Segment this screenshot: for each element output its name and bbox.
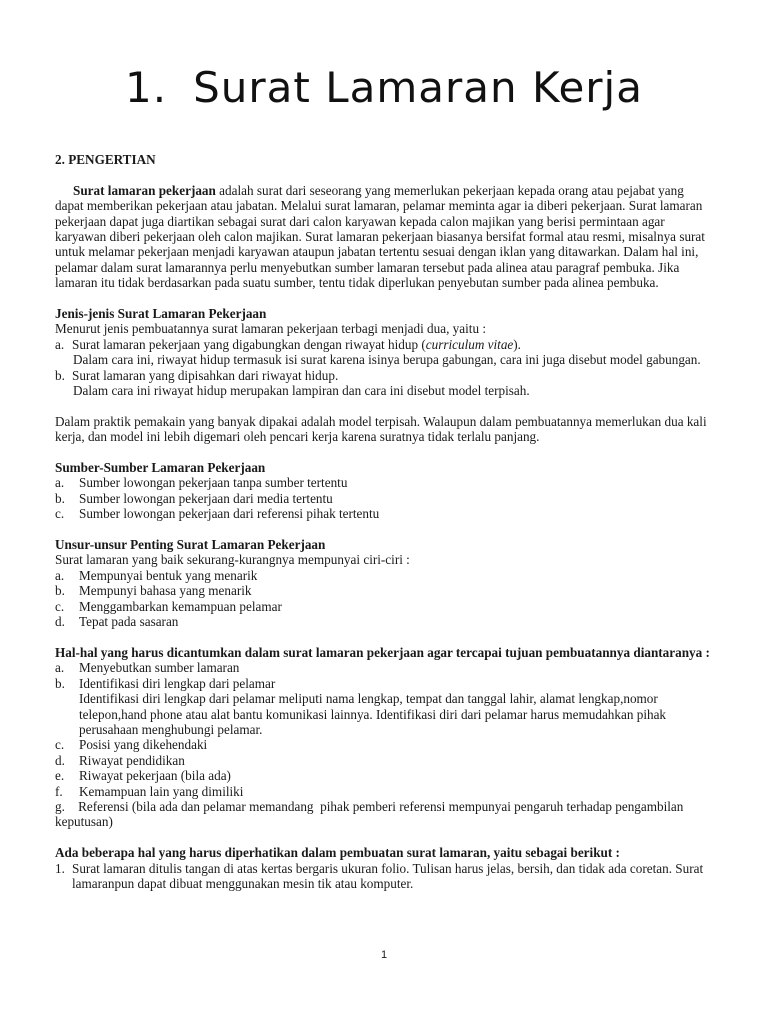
list-text: Sumber lowongan pekerjaan dari referensi pihak tertentu [79,506,380,522]
list-item [55,676,713,691]
sumber-heading: Sumber-Sumber Lamaran Pekerjaan [55,460,266,476]
jenis-a-description: Dalam cara ini, riwayat hidup termasuk isi surat karena isinya berupa gabungan, cara ini juga disebut model gabungan. [73,352,701,368]
list-item [55,660,713,675]
list-text: Surat lamaran pekerjaan yang digabungkan dengan riwayat hidup ( [72,336,426,352]
list-marker: b. [55,490,65,506]
list-item: a. Surat lamaran pekerjaan yang digabungkan dengan riwayat hidup (curriculum vitae). [55,336,521,352]
list-item [55,737,713,752]
jenis-intro: Menurut jenis pembuatannya surat lamaran pekerjaan terbagi menjadi dua, yaitu : [55,321,487,337]
list-marker: c. [55,598,65,614]
list-item [55,491,713,506]
page-number: 1 [380,949,388,961]
halhal-g-item: g. Referensi (bila ada dan pelamar memandang pihak pemberi referensi mempunyai pengaruh terhadap pengambilan keputusan) [55,798,687,830]
list-marker: c. [55,506,65,522]
jenis-heading: Jenis-jenis Surat Lamaran Pekerjaan [55,306,267,322]
jenis-b-description: Dalam cara ini riwayat hidup merupakan lampiran dan cara ini disebut model terpisah. [73,383,530,399]
list-marker: a. [55,475,65,491]
list-text: Riwayat pekerjaan (bila ada) [79,768,231,784]
title-text: Surat Lamaran Kerja [193,63,643,112]
list-item [55,784,713,799]
list-item [55,368,713,383]
intro-text: adalah surat dari seseorang yang memerlukan pekerjaan kepada orang atau pejabat yang dapat memberikan pekerjaan atau jabatan. Melalui surat lamaran, pelamar meminta agar ia diberi pekerjaan. Surat lamaran pekerjaan dapat juga diartikan sebagai surat dari calon karyawan kepada calon majikan yang berisi permintaan agar karyawan diberi pekerjaan oleh calon majikan. Surat lamaran pekerjaan biasanya bersifat formal atau resmi, misalnya surat untuk melamar pekerjaan menjadi karyawan ataupun jabatan tertentu sesuai dengan iklan yang ditawarkan. Dalam hal ini, pelamar dalam surat lamarannya perlu menyebutkan sumber lamaran tersebut pada alinea atau paragraf pembuka. Jika lamaran itu tidak berdasarkan pada suatu sumber, tentu tidak diperlukan penyebutan sumber pada alinea pembuka. [55,182,705,291]
list-marker: a. [55,567,65,583]
list-marker: a. [55,336,65,352]
list-text: Kemampuan lain yang dimiliki [79,783,244,799]
halhal-heading: Hal-hal yang harus dicantumkan dalam surat lamaran pekerjaan agar tercapai tujuan pembuatannya diantaranya : [55,644,710,660]
list-text: Tepat pada sasaran [79,614,179,630]
list-text: Riwayat pendidikan [79,752,185,768]
list-marker: d. [55,752,65,768]
list-text: Surat lamaran yang dipisahkan dari riwayat hidup. [72,367,339,383]
list-marker: e. [55,768,65,784]
list-text: Mempunyi bahasa yang menarik [79,583,252,599]
list-marker: b. [55,675,65,691]
list-text: Identifikasi diri lengkap dari pelamar [79,675,276,691]
intro-paragraph [55,183,713,291]
list-marker: b. [55,367,65,383]
list-item [55,768,713,783]
intro-lead: Surat lamaran pekerjaan [73,182,216,198]
list-marker: d. [55,614,65,630]
halhal-b-description: Identifikasi diri lengkap dari pelamar meliputi nama lengkap, tempat dan tanggal lahir, alamat lengkap,nomor telepon,hand phone atau alat bantu komunikasi lainnya. Identifikasi diri dari pelamar harus memudahkan pihak perusahaan menghubungi pelamar. [79,691,667,737]
list-text: Mempunyai bentuk yang menarik [79,567,258,583]
document-body [55,152,713,891]
list-item [55,861,713,892]
list-item [55,475,713,490]
page-title [0,62,768,114]
list-marker: b. [55,583,65,599]
list-text: Sumber lowongan pekerjaan tanpa sumber tertentu [79,475,348,491]
list-item [55,583,713,598]
list-text: Sumber lowongan pekerjaan dari media tertentu [79,490,333,506]
list-text: Menggambarkan kemampuan pelamar [79,598,282,614]
list-item [55,599,713,614]
list-item [55,753,713,768]
list-text: Menyebutkan sumber lamaran [79,660,240,676]
list-marker: a. [55,660,65,676]
unsur-intro: Surat lamaran yang baik sekurang-kurangnya mempunyai ciri-ciri : [55,552,410,568]
list-item [55,568,713,583]
list-marker: f. [55,783,63,799]
praktik-paragraph: Dalam praktik pemakain yang banyak dipakai adalah model terpisah. Walaupun dalam pembuatannya memerlukan dua kali kerja, dan model ini lebih digemari oleh pencari kerja karena suratnya tidak terlalu panjang. [55,413,707,445]
perhatian-heading: Ada beberapa hal yang harus diperhatikan dalam pembuatan surat lamaran, yaitu sebagai berikut : [55,845,620,861]
list-item [55,506,713,521]
list-text: Posisi yang dikehendaki [79,737,208,753]
section-heading: 2. PENGERTIAN [55,152,156,167]
list-marker: c. [55,737,65,753]
list-text: Surat lamaran ditulis tangan di atas kertas bergaris ukuran folio. Tulisan harus jelas, bersih, dan tidak ada coretan. Surat lamaranpun dapat dibuat menggunakan mesin tik atau komputer. [72,860,704,891]
list-marker: 1. [55,860,65,876]
title-number: 1. [125,63,168,112]
list-item [55,614,713,629]
unsur-heading: Unsur-unsur Penting Surat Lamaran Pekerjaan [55,537,326,553]
italic-term: curriculum vitae [425,336,514,352]
